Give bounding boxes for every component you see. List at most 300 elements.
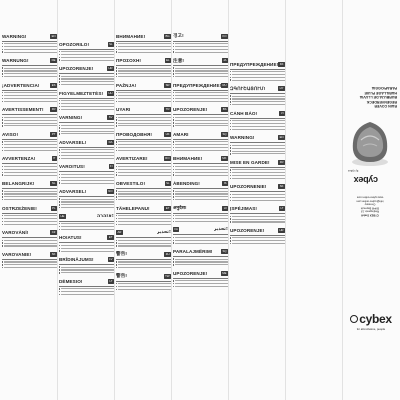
warning-divider bbox=[2, 163, 57, 164]
warning-divider bbox=[173, 90, 228, 91]
warning-header bbox=[2, 229, 57, 237]
warning-divider bbox=[2, 237, 57, 238]
text-placeholder bbox=[232, 197, 285, 198]
warning-header bbox=[116, 204, 171, 212]
warning-text-line bbox=[230, 79, 285, 82]
warning-divider bbox=[59, 122, 114, 123]
warning-block bbox=[173, 226, 228, 245]
language-code-badge: PL bbox=[52, 205, 56, 210]
text-placeholder bbox=[4, 199, 57, 200]
warning-divider bbox=[116, 41, 171, 42]
text-placeholder bbox=[118, 49, 171, 50]
warning-divider bbox=[173, 213, 228, 214]
text-placeholder bbox=[118, 261, 171, 262]
text-placeholder bbox=[175, 43, 228, 44]
warning-block bbox=[59, 256, 114, 275]
text-placeholder bbox=[175, 215, 228, 216]
warning-title: अनुदेश! bbox=[173, 205, 187, 211]
language-code-badge: RO bbox=[165, 156, 170, 161]
text-placeholder bbox=[61, 174, 114, 175]
language-code-badge: FI bbox=[110, 164, 113, 169]
text-placeholder bbox=[4, 49, 57, 50]
warning-header bbox=[230, 85, 285, 93]
warning-column-1 bbox=[2, 32, 57, 272]
warning-text-line bbox=[173, 198, 228, 201]
text-placeholder bbox=[61, 291, 114, 292]
warning-header bbox=[116, 155, 171, 163]
warning-divider bbox=[230, 93, 285, 94]
text-placeholder bbox=[175, 283, 228, 284]
text-placeholder bbox=[4, 175, 57, 176]
text-placeholder bbox=[61, 158, 114, 159]
warning-text-line bbox=[230, 242, 285, 245]
language-code-badge: MK bbox=[222, 156, 227, 161]
warning-divider bbox=[116, 259, 171, 260]
warning-block bbox=[59, 212, 114, 231]
warning-header bbox=[59, 40, 114, 48]
warning-block bbox=[2, 204, 57, 226]
address-block bbox=[343, 195, 397, 217]
text-placeholder bbox=[175, 196, 228, 197]
warning-title: VARNING! bbox=[59, 115, 83, 121]
warning-header bbox=[59, 234, 114, 242]
warning-block bbox=[173, 32, 228, 54]
language-code-badge: IT bbox=[53, 156, 56, 161]
brand-logo-main bbox=[344, 312, 398, 342]
text-placeholder bbox=[61, 229, 114, 230]
text-placeholder bbox=[118, 191, 171, 192]
warning-title: VAROITUS! bbox=[59, 164, 85, 170]
warning-title: 경고! bbox=[173, 33, 184, 38]
warning-text-line bbox=[59, 59, 114, 62]
warning-header bbox=[2, 155, 57, 163]
brand-name: cybex bbox=[359, 312, 392, 326]
language-code-badge: DA bbox=[108, 139, 113, 144]
text-placeholder bbox=[4, 240, 57, 241]
cover-title bbox=[345, 60, 397, 108]
warning-text-line bbox=[116, 288, 171, 291]
warning-header bbox=[59, 212, 114, 220]
warning-header bbox=[59, 256, 114, 264]
warning-block bbox=[116, 250, 171, 269]
text-placeholder bbox=[175, 120, 228, 121]
warning-header bbox=[230, 158, 285, 166]
text-placeholder bbox=[61, 180, 114, 181]
text-placeholder bbox=[232, 126, 285, 127]
language-code-badge: ET bbox=[165, 205, 170, 210]
text-placeholder bbox=[175, 199, 228, 200]
text-placeholder bbox=[175, 123, 228, 124]
warning-text-line bbox=[2, 223, 57, 226]
warning-text-line bbox=[116, 266, 171, 269]
text-placeholder bbox=[175, 150, 228, 151]
warning-header bbox=[173, 180, 228, 188]
text-placeholder bbox=[4, 123, 57, 124]
text-placeholder bbox=[61, 245, 114, 246]
text-placeholder bbox=[61, 207, 114, 208]
language-code-badge: NO bbox=[108, 189, 113, 194]
warning-header bbox=[116, 57, 171, 65]
text-placeholder bbox=[61, 267, 114, 268]
language-code-badge: TR bbox=[165, 107, 170, 112]
warning-header bbox=[59, 65, 114, 73]
text-placeholder bbox=[118, 218, 171, 219]
warning-header bbox=[59, 89, 114, 97]
text-placeholder bbox=[4, 191, 57, 192]
language-code-badge: UK bbox=[165, 131, 170, 136]
language-code-badge: SR bbox=[165, 82, 170, 87]
warning-header bbox=[2, 130, 57, 138]
warning-title: OBVESTILO! bbox=[116, 181, 146, 187]
warning-text-line bbox=[173, 125, 228, 128]
warning-header bbox=[173, 248, 228, 256]
text-placeholder bbox=[61, 100, 114, 101]
text-placeholder bbox=[61, 51, 114, 52]
warning-header bbox=[59, 114, 114, 122]
warning-block bbox=[116, 81, 171, 103]
warning-header bbox=[230, 134, 285, 142]
text-placeholder bbox=[61, 204, 114, 205]
text-placeholder bbox=[4, 92, 57, 93]
warning-block bbox=[230, 85, 285, 107]
text-placeholder bbox=[61, 199, 114, 200]
text-placeholder bbox=[175, 261, 228, 262]
warning-block bbox=[173, 204, 228, 223]
text-placeholder bbox=[175, 92, 228, 93]
warning-text-line bbox=[116, 75, 171, 78]
language-code-badge: EN bbox=[279, 135, 284, 140]
warning-text-line bbox=[116, 100, 171, 103]
warning-title: CẢNH BÁO! bbox=[230, 110, 258, 116]
warning-divider bbox=[230, 142, 285, 143]
warning-title: ΠΡΟΣΟΧΗ! bbox=[116, 58, 141, 64]
brand-name: cybex bbox=[353, 175, 378, 185]
text-placeholder bbox=[4, 215, 57, 216]
text-placeholder bbox=[232, 194, 285, 195]
warning-text-line bbox=[59, 250, 114, 253]
warning-block bbox=[116, 204, 171, 226]
warning-divider bbox=[173, 65, 228, 66]
warning-title: ADVARSEL! bbox=[59, 139, 87, 145]
warning-text-line bbox=[2, 149, 57, 152]
warning-title: HOIATUS! bbox=[59, 235, 82, 241]
warning-column-5 bbox=[230, 60, 285, 248]
warning-text-line bbox=[173, 220, 228, 223]
language-code-badge: SQ bbox=[222, 249, 227, 254]
warning-text-line bbox=[59, 108, 114, 111]
address-line: CYBEX GmbH bbox=[361, 213, 379, 217]
text-placeholder bbox=[4, 267, 57, 268]
text-placeholder bbox=[4, 147, 57, 148]
warning-header bbox=[230, 226, 285, 234]
address-line: www.cybex-online.com bbox=[356, 195, 384, 199]
language-code-badge: EL bbox=[166, 58, 170, 63]
text-placeholder bbox=[175, 259, 228, 260]
text-placeholder bbox=[232, 153, 285, 154]
text-placeholder bbox=[175, 280, 228, 281]
cybex-logo bbox=[344, 312, 398, 326]
warning-header bbox=[59, 138, 114, 146]
language-code-badge: ZH bbox=[165, 251, 170, 256]
warning-block bbox=[173, 269, 228, 288]
warning-divider bbox=[173, 163, 228, 164]
text-placeholder bbox=[118, 240, 171, 241]
language-code-badge: EN bbox=[51, 33, 56, 38]
warning-title: ВНИМАНИЕ! bbox=[116, 33, 146, 39]
text-placeholder bbox=[175, 98, 228, 99]
warning-block bbox=[230, 226, 285, 245]
warning-divider bbox=[59, 286, 114, 287]
language-code-badge: SQ bbox=[222, 131, 227, 136]
text-placeholder bbox=[118, 224, 171, 225]
warning-divider bbox=[59, 196, 114, 197]
brand-sub: by cybex bbox=[348, 169, 359, 172]
text-placeholder bbox=[61, 288, 114, 289]
rain-cover-product-image bbox=[345, 110, 395, 170]
warning-divider bbox=[2, 65, 57, 66]
warning-block bbox=[59, 188, 114, 210]
warning-block bbox=[230, 109, 285, 131]
text-placeholder bbox=[61, 128, 114, 129]
warning-header bbox=[2, 106, 57, 114]
warning-column-3 bbox=[116, 32, 171, 294]
text-placeholder bbox=[175, 70, 228, 71]
warning-text-line bbox=[230, 103, 285, 106]
warning-title: VAROVÁNÍ! bbox=[2, 230, 29, 236]
warning-block bbox=[2, 229, 57, 248]
warning-divider bbox=[173, 234, 228, 235]
warning-divider bbox=[116, 65, 171, 66]
text-placeholder bbox=[61, 133, 114, 134]
warning-header bbox=[2, 250, 57, 258]
warning-block bbox=[116, 130, 171, 152]
warning-title: AVERTIZARE! bbox=[116, 156, 148, 162]
text-placeholder bbox=[175, 76, 228, 77]
warning-header bbox=[116, 32, 171, 40]
text-placeholder bbox=[61, 272, 114, 273]
language-code-badge: SL bbox=[166, 181, 170, 186]
warning-header bbox=[230, 183, 285, 191]
warning-divider bbox=[116, 163, 171, 164]
warning-divider bbox=[230, 235, 285, 236]
text-placeholder bbox=[118, 144, 171, 145]
text-placeholder bbox=[118, 243, 171, 244]
warning-block bbox=[2, 130, 57, 152]
text-placeholder bbox=[118, 101, 171, 102]
text-placeholder bbox=[4, 144, 57, 145]
language-code-badge: FR bbox=[51, 107, 56, 112]
warning-header bbox=[173, 81, 228, 89]
text-placeholder bbox=[118, 147, 171, 148]
text-placeholder bbox=[118, 125, 171, 126]
brand-tagline: for all-inclusive, people bbox=[356, 327, 386, 331]
warning-title: AVERTISSEMENT! bbox=[2, 107, 44, 113]
text-placeholder bbox=[175, 191, 228, 192]
warning-divider bbox=[173, 139, 228, 140]
warning-header bbox=[173, 226, 228, 234]
warning-divider bbox=[116, 188, 171, 189]
warning-block bbox=[59, 277, 114, 296]
text-placeholder bbox=[175, 172, 228, 173]
warning-block bbox=[59, 114, 114, 136]
text-placeholder bbox=[4, 193, 57, 194]
text-placeholder bbox=[118, 117, 171, 118]
warning-title: تحذير! bbox=[156, 230, 171, 236]
warning-title: ԶԳՈՒՇԱՑՈՒՄ! bbox=[230, 85, 266, 91]
warning-divider bbox=[2, 259, 57, 260]
warning-divider bbox=[173, 114, 228, 115]
warning-text-line bbox=[173, 263, 228, 266]
text-placeholder bbox=[118, 283, 171, 284]
text-placeholder bbox=[61, 60, 114, 61]
warning-text-line bbox=[2, 75, 57, 78]
text-placeholder bbox=[232, 77, 285, 78]
text-placeholder bbox=[61, 269, 114, 270]
warning-header bbox=[116, 130, 171, 138]
text-placeholder bbox=[118, 95, 171, 96]
text-placeholder bbox=[61, 248, 114, 249]
text-placeholder bbox=[4, 224, 57, 225]
text-placeholder bbox=[4, 73, 57, 74]
warning-text-line bbox=[230, 199, 285, 202]
language-code-badge: SK bbox=[51, 251, 56, 256]
text-placeholder bbox=[118, 264, 171, 265]
language-code-badge: ES bbox=[51, 82, 56, 87]
text-placeholder bbox=[4, 76, 57, 77]
warning-header bbox=[230, 109, 285, 117]
text-placeholder bbox=[175, 144, 228, 145]
warning-divider bbox=[2, 90, 57, 91]
warning-block bbox=[2, 32, 57, 54]
warning-text-line bbox=[173, 149, 228, 152]
text-placeholder bbox=[232, 175, 285, 176]
warning-block bbox=[116, 229, 171, 248]
warning-text-line bbox=[2, 198, 57, 201]
text-placeholder bbox=[175, 117, 228, 118]
warning-text-line bbox=[2, 245, 57, 248]
warning-text-line bbox=[116, 51, 171, 54]
warning-text-line bbox=[230, 221, 285, 224]
warning-text-line bbox=[59, 157, 114, 160]
warning-header bbox=[2, 204, 57, 212]
warning-block bbox=[2, 57, 57, 79]
warning-divider bbox=[59, 73, 114, 74]
text-placeholder bbox=[118, 43, 171, 44]
text-placeholder bbox=[4, 95, 57, 96]
language-code-badge: LT bbox=[109, 278, 113, 283]
text-placeholder bbox=[118, 166, 171, 167]
text-placeholder bbox=[175, 141, 228, 142]
address-line: info@cybex-online.com bbox=[356, 199, 384, 203]
warning-header bbox=[173, 130, 228, 138]
warning-title: MISE EN GARDE! bbox=[230, 159, 270, 165]
text-placeholder bbox=[118, 199, 171, 200]
text-placeholder bbox=[61, 54, 114, 55]
warning-block bbox=[230, 205, 285, 224]
warning-block bbox=[59, 40, 114, 62]
text-placeholder bbox=[175, 46, 228, 47]
text-placeholder bbox=[61, 103, 114, 104]
fold-line bbox=[114, 0, 115, 400]
warning-divider bbox=[173, 256, 228, 257]
text-placeholder bbox=[61, 57, 114, 58]
warning-title: ПРОВОДОВНЯ! bbox=[116, 131, 153, 137]
warning-divider bbox=[2, 139, 57, 140]
warning-header bbox=[59, 188, 114, 196]
text-placeholder bbox=[118, 150, 171, 151]
warning-block bbox=[59, 89, 114, 111]
text-placeholder bbox=[232, 243, 285, 244]
text-placeholder bbox=[118, 46, 171, 47]
language-code-badge: RU bbox=[222, 82, 227, 87]
fold-line bbox=[228, 0, 229, 400]
warning-block bbox=[2, 155, 57, 177]
warning-block bbox=[2, 81, 57, 103]
text-placeholder bbox=[118, 70, 171, 71]
text-placeholder bbox=[175, 286, 228, 287]
text-placeholder bbox=[4, 261, 57, 262]
language-code-badge: TW bbox=[165, 273, 170, 278]
warning-header bbox=[2, 57, 57, 65]
language-code-badge: LT bbox=[280, 206, 284, 211]
warning-text-line bbox=[116, 174, 171, 177]
language-code-badge: HR bbox=[108, 66, 113, 71]
warning-divider bbox=[59, 147, 114, 148]
language-code-badge: CZ bbox=[51, 230, 56, 235]
text-placeholder bbox=[118, 169, 171, 170]
warning-text-line bbox=[2, 174, 57, 177]
warning-block bbox=[173, 155, 228, 177]
warning-title: UPOZORENJE! bbox=[59, 66, 94, 72]
warning-divider bbox=[173, 278, 228, 279]
warning-title: ADVARSEL! bbox=[59, 189, 87, 195]
warning-title: DĖMESIO! bbox=[59, 278, 83, 284]
warning-block bbox=[2, 180, 57, 202]
address-line: 95448 Bayreuth bbox=[360, 206, 380, 210]
warning-header bbox=[116, 229, 171, 237]
text-placeholder bbox=[4, 141, 57, 142]
text-placeholder bbox=[4, 68, 57, 69]
language-code-badge: HY bbox=[279, 86, 284, 91]
text-placeholder bbox=[4, 264, 57, 265]
text-placeholder bbox=[232, 237, 285, 238]
text-placeholder bbox=[232, 172, 285, 173]
warning-block bbox=[59, 163, 114, 185]
text-placeholder bbox=[232, 148, 285, 149]
text-placeholder bbox=[232, 151, 285, 152]
text-placeholder bbox=[61, 226, 114, 227]
brand-logo-small bbox=[348, 169, 378, 190]
warning-text-line bbox=[230, 177, 285, 180]
text-placeholder bbox=[175, 193, 228, 194]
warning-title: UPOZORENJE! bbox=[173, 270, 208, 276]
text-placeholder bbox=[175, 95, 228, 96]
text-placeholder bbox=[4, 98, 57, 99]
warning-divider bbox=[230, 213, 285, 214]
warning-header bbox=[59, 277, 114, 285]
text-placeholder bbox=[118, 286, 171, 287]
text-placeholder bbox=[118, 73, 171, 74]
text-placeholder bbox=[175, 73, 228, 74]
language-code-badge: HE bbox=[60, 213, 65, 218]
warning-block bbox=[173, 106, 228, 128]
warning-title: ВНИМАНИЕ! bbox=[173, 156, 203, 162]
text-placeholder bbox=[175, 68, 228, 69]
text-placeholder bbox=[232, 71, 285, 72]
text-placeholder bbox=[61, 149, 114, 150]
text-placeholder bbox=[118, 141, 171, 142]
text-placeholder bbox=[232, 219, 285, 220]
